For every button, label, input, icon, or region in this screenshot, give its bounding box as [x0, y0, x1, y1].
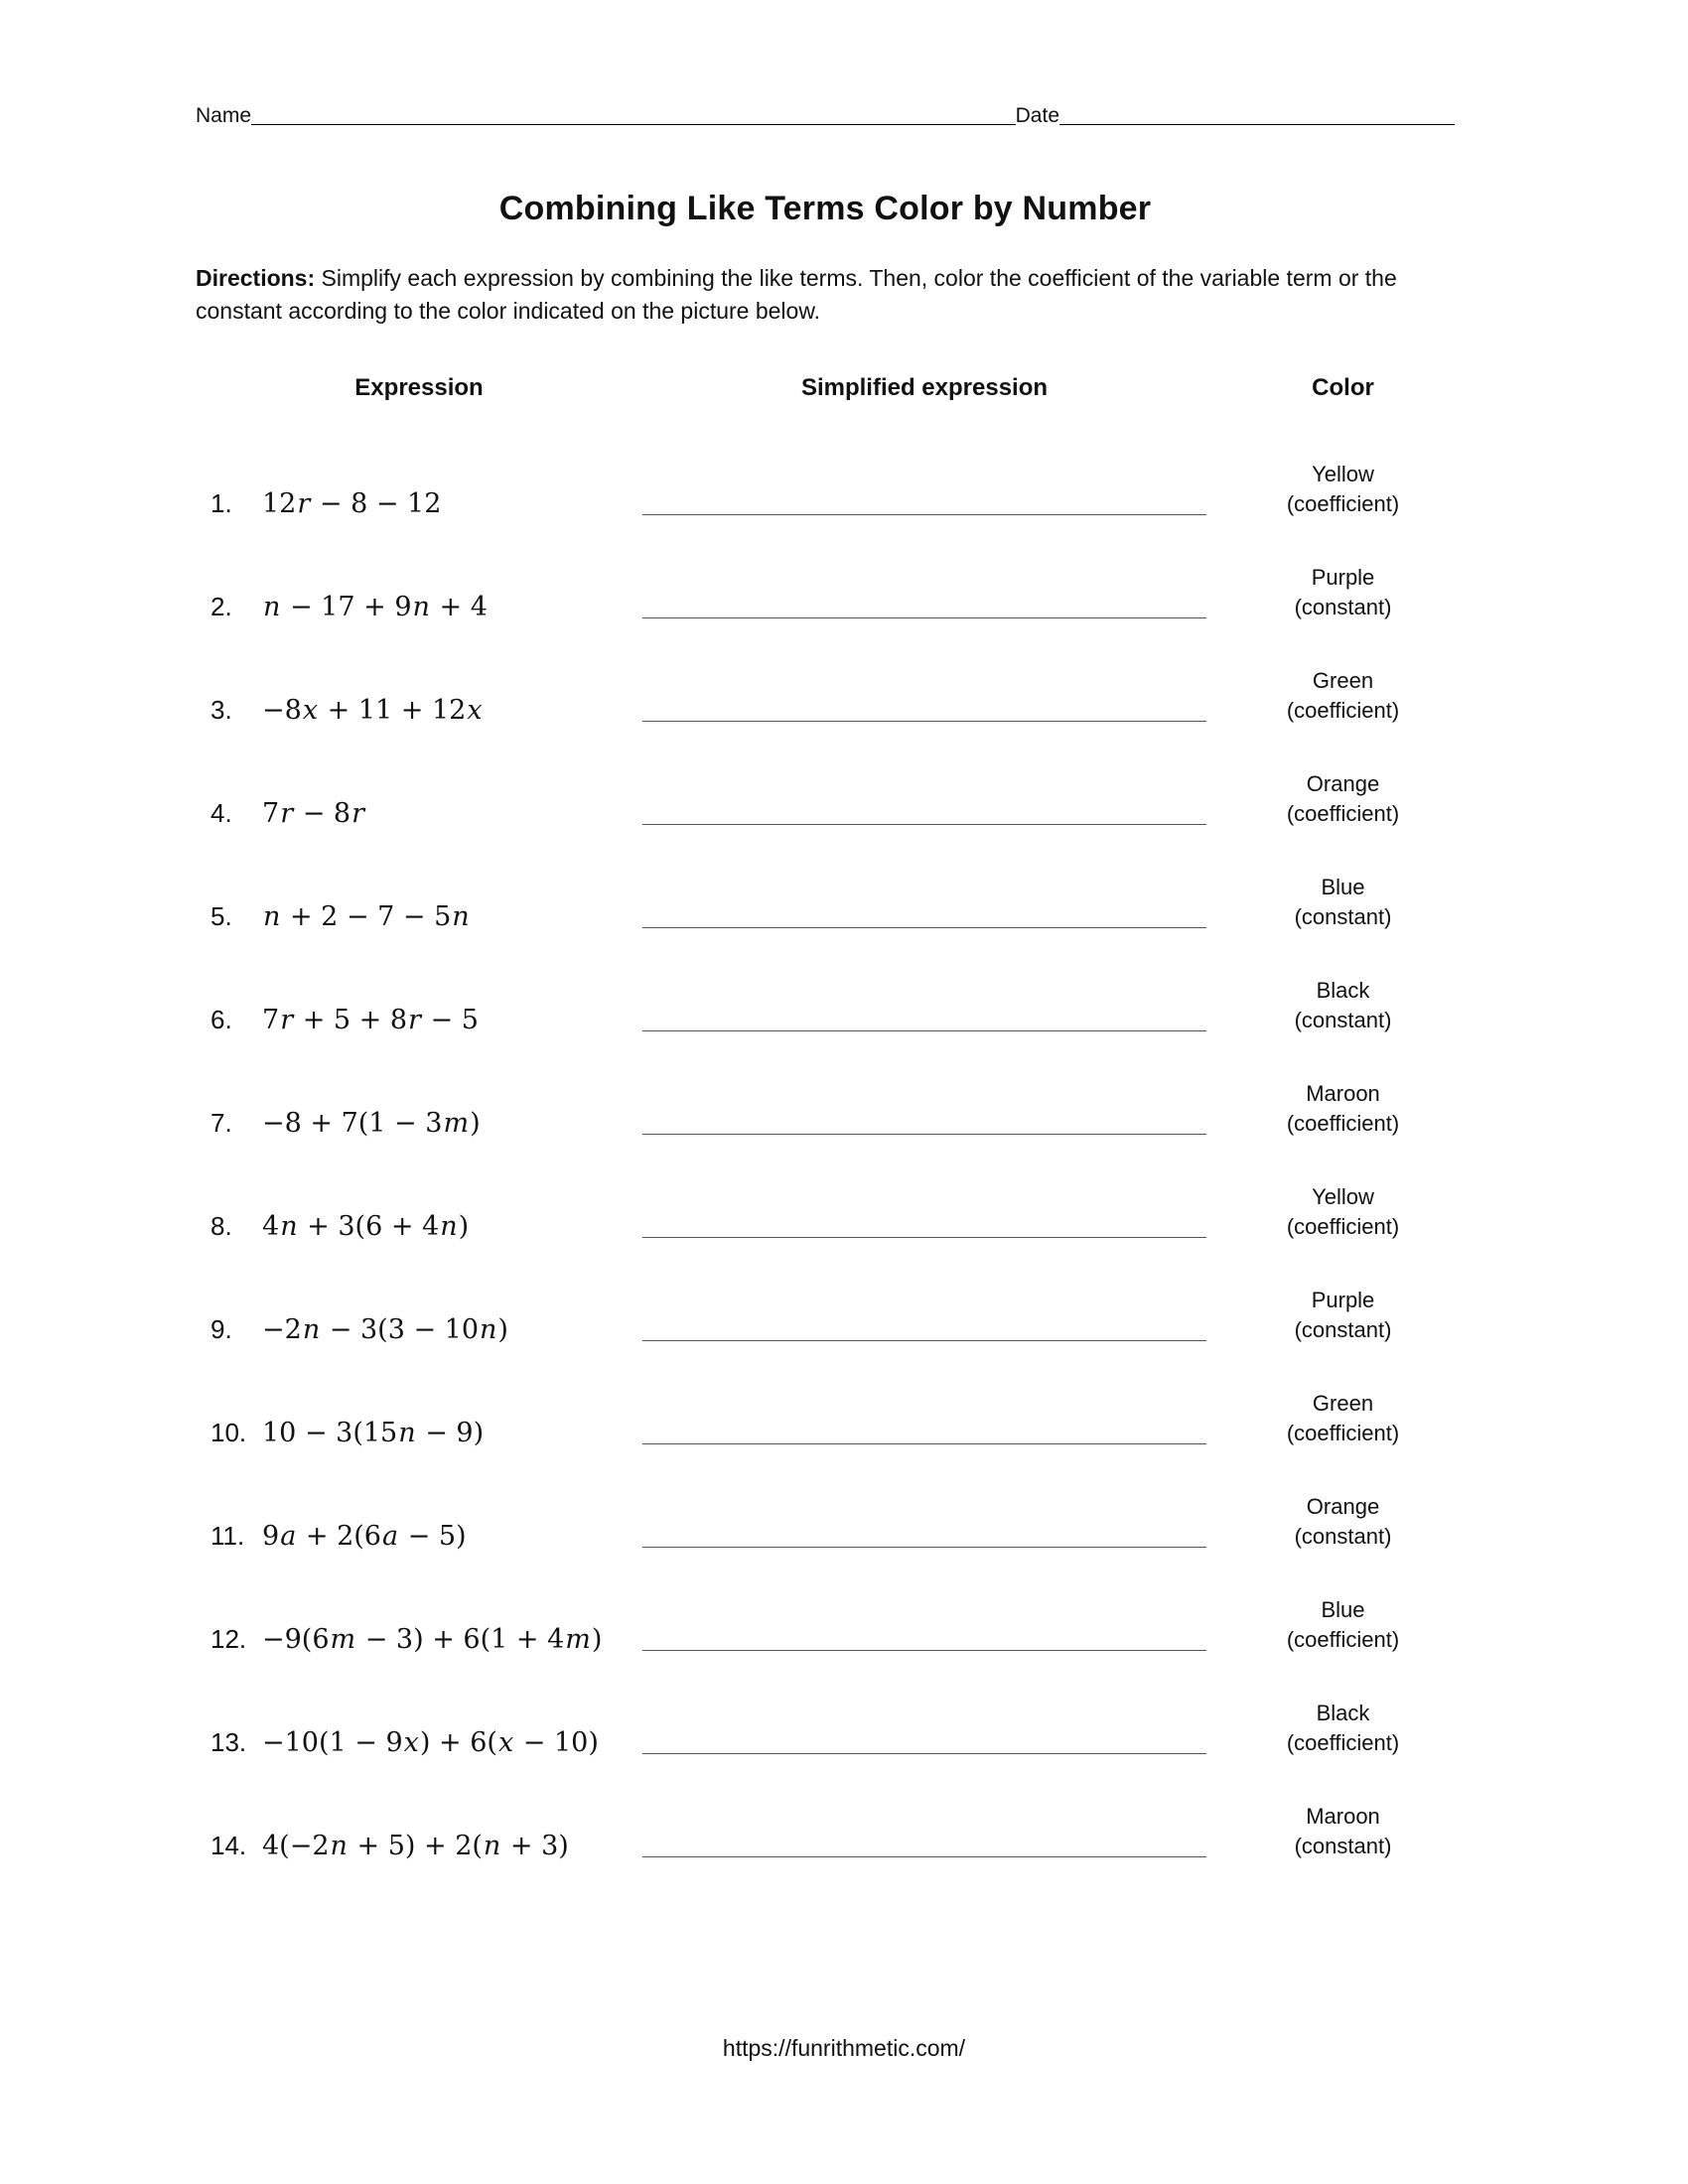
item-number: 12. [211, 1624, 247, 1655]
color-target: (constant) [1294, 1523, 1392, 1549]
color-name: Green [1312, 667, 1374, 693]
name-label: Name [196, 104, 252, 127]
color-cell [1231, 1492, 1455, 1553]
expression: n − 17 + 9n + 4 [263, 592, 488, 623]
color-target: (coefficient) [1286, 697, 1400, 723]
table-row [196, 1242, 1455, 1345]
table-row [196, 1139, 1455, 1242]
color-name: Orange [1306, 770, 1380, 796]
expression: 7r − 8r [262, 798, 364, 830]
answer-blank [642, 1853, 1206, 1857]
color-name: Orange [1306, 1493, 1380, 1519]
answer-blank [642, 1647, 1206, 1651]
answer-blank [642, 1131, 1206, 1135]
item-number: 4. [211, 798, 232, 829]
expression: 7r + 5 + 8r − 5 [262, 1005, 479, 1036]
table-row [196, 726, 1455, 829]
item-number: 9. [211, 1314, 232, 1345]
answer-blank [642, 1027, 1206, 1031]
color-target: (constant) [1294, 1316, 1392, 1342]
color-name: Purple [1311, 564, 1375, 590]
item-number: 3. [211, 695, 232, 726]
table-row [196, 1345, 1455, 1448]
color-cell [1231, 1389, 1455, 1449]
table-row [196, 519, 1455, 622]
name-date-row [196, 104, 1455, 128]
color-target: (coefficient) [1286, 1213, 1400, 1239]
color-cell [1231, 563, 1455, 623]
item-number: 2. [211, 592, 232, 622]
table-row [196, 829, 1455, 932]
answer-blank [642, 1234, 1206, 1238]
color-target: (constant) [1294, 594, 1392, 619]
color-name: Yellow [1312, 1183, 1374, 1209]
expression: 4n + 3(6 + 4n) [262, 1211, 470, 1243]
table-row [196, 1758, 1455, 1861]
page-title: Combining Like Terms Color by Number [498, 190, 1152, 227]
directions-label: Directions: [196, 265, 316, 291]
color-name: Blue [1321, 874, 1365, 899]
color-cell [1231, 1182, 1455, 1243]
color-name: Maroon [1306, 1080, 1380, 1106]
color-cell [1231, 1286, 1455, 1346]
table-row [196, 932, 1455, 1035]
item-number: 6. [211, 1005, 232, 1035]
color-target: (coefficient) [1286, 1110, 1400, 1136]
table-row [196, 1448, 1455, 1552]
expression: n + 2 − 7 − 5n [263, 901, 470, 933]
header-color: Color [1312, 374, 1374, 402]
answer-blank [642, 1544, 1206, 1548]
color-target: (coefficient) [1286, 800, 1400, 826]
answer-blank [642, 1750, 1206, 1754]
color-name: Green [1312, 1390, 1374, 1416]
color-target: (constant) [1294, 1007, 1392, 1032]
item-number: 1. [211, 488, 232, 519]
expression: −2n − 3(3 − 10n) [262, 1314, 508, 1346]
expression: 10 − 3(15n − 9) [262, 1418, 485, 1449]
color-cell [1231, 1079, 1455, 1140]
color-name: Yellow [1312, 461, 1374, 486]
answer-blank [642, 821, 1206, 825]
item-number: 5. [211, 901, 232, 932]
color-name: Black [1316, 1700, 1370, 1725]
color-cell [1231, 1699, 1455, 1759]
table-row [196, 1655, 1455, 1758]
color-cell [1231, 873, 1455, 933]
directions-text: Simplify each expression by combining the like terms. Then, color the coefficient of the variable term or the constant according to the color indicated on the picture below. [196, 265, 1397, 324]
table-row [196, 1552, 1455, 1655]
color-cell [1231, 666, 1455, 727]
expression: −8 + 7(1 − 3m) [262, 1108, 481, 1140]
item-number: 7. [211, 1108, 232, 1139]
column-headers [196, 374, 1455, 402]
name-blank-line [251, 119, 1016, 125]
expression: 12r − 8 − 12 [262, 488, 442, 520]
footer-url: https://funrithmetic.com/ [722, 2035, 966, 2061]
date-label: Date [1015, 104, 1059, 127]
item-number: 13. [211, 1727, 247, 1758]
color-name: Blue [1321, 1596, 1365, 1622]
directions [196, 262, 1455, 327]
date-blank-line [1059, 119, 1455, 125]
expression: −10(1 − 9x) + 6(x − 10) [262, 1727, 599, 1759]
color-cell [1231, 1802, 1455, 1862]
item-number: 10. [211, 1418, 247, 1448]
color-target: (coefficient) [1286, 1626, 1400, 1652]
worksheet-rows [196, 416, 1455, 1861]
answer-blank [642, 1440, 1206, 1444]
color-name: Black [1316, 977, 1370, 1003]
color-cell [1231, 1595, 1455, 1656]
answer-blank [642, 511, 1206, 515]
expression: −8x + 11 + 12x [262, 695, 483, 727]
color-name: Purple [1311, 1287, 1375, 1312]
color-target: (coefficient) [1286, 1420, 1400, 1445]
table-row [196, 622, 1455, 726]
color-cell [1231, 460, 1455, 520]
color-cell [1231, 976, 1455, 1036]
expression: 4(−2n + 5) + 2(n + 3) [262, 1831, 569, 1862]
table-row [196, 1035, 1455, 1139]
color-name: Maroon [1306, 1803, 1380, 1829]
expression: 9a + 2(6a − 5) [262, 1521, 467, 1553]
header-expression: Expression [354, 374, 484, 402]
answer-blank [642, 718, 1206, 722]
expression: −9(6m − 3) + 6(1 + 4m) [262, 1624, 603, 1656]
color-target: (coefficient) [1286, 1729, 1400, 1755]
color-cell [1231, 769, 1455, 830]
item-number: 14. [211, 1831, 247, 1861]
header-simplified: Simplified expression [800, 374, 1049, 402]
color-target: (constant) [1294, 1833, 1392, 1858]
answer-blank [642, 1337, 1206, 1341]
color-target: (coefficient) [1286, 490, 1400, 516]
answer-blank [642, 924, 1206, 928]
table-row [196, 416, 1455, 519]
answer-blank [642, 614, 1206, 618]
item-number: 8. [211, 1211, 232, 1242]
item-number: 11. [211, 1521, 245, 1552]
color-target: (constant) [1294, 903, 1392, 929]
